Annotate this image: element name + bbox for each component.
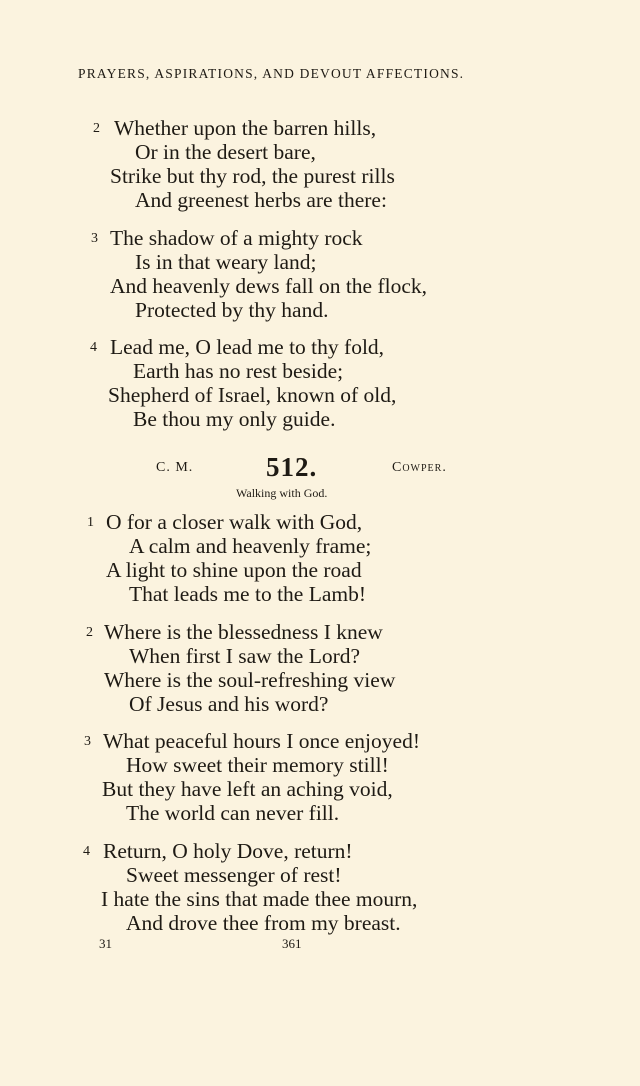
verse-line: Return, O holy Dove, return! [103, 839, 353, 863]
hymn-subtitle: Walking with God. [236, 486, 328, 500]
verse-line: But they have left an aching void, [102, 777, 393, 801]
verse-line: Be thou my only guide. [133, 407, 336, 431]
verse-number: 2 [86, 625, 93, 640]
verse-line: And heavenly dews fall on the flock, [110, 274, 428, 298]
hymn-meter: C. M. [156, 460, 194, 475]
hymn-author: Cowper. [392, 460, 447, 475]
signature-mark: 31 [99, 936, 112, 951]
verse-line: Earth has no rest beside; [133, 359, 344, 383]
verse-line: Is in that weary land; [135, 250, 317, 274]
page-number: 361 [282, 936, 302, 951]
verse-line: Shepherd of Israel, known of old, [108, 383, 397, 407]
verse-line: How sweet their memory still! [126, 753, 389, 777]
verse-number: 3 [91, 231, 98, 246]
verse-line: When first I saw the Lord? [129, 644, 361, 668]
verse-line: O for a closer walk with God, [106, 510, 363, 534]
verse-number: 1 [87, 515, 94, 530]
verse-line: The world can never fill. [126, 801, 340, 825]
verse-line: Of Jesus and his word? [129, 692, 329, 716]
verse-line: And greenest herbs are there: [135, 188, 387, 212]
verse-line: That leads me to the Lamb! [129, 582, 367, 606]
verse-line: I hate the sins that made thee mourn, [101, 887, 418, 911]
verse-line: Or in the desert bare, [135, 140, 316, 164]
verse-line: Strike but thy rod, the purest rills [110, 164, 395, 188]
verse-line: The shadow of a mighty rock [110, 226, 363, 250]
verse-number: 4 [90, 340, 97, 355]
verse-line: What peaceful hours I once enjoyed! [103, 729, 420, 753]
verse-line: Whether upon the barren hills, [114, 116, 377, 140]
verse-line: Lead me, O lead me to thy fold, [110, 335, 385, 359]
verse-line: Protected by thy hand. [135, 298, 329, 322]
verse-number: 2 [93, 121, 100, 136]
verse-line: And drove thee from my breast. [126, 911, 401, 935]
verse-number: 4 [83, 844, 90, 859]
verse-number: 3 [84, 734, 91, 749]
verse-line: Where is the soul-refreshing view [104, 668, 396, 692]
running-head: PRAYERS, ASPIRATIONS, AND DEVOUT AFFECTIONS. [78, 66, 465, 81]
verse-line: A calm and heavenly frame; [129, 534, 372, 558]
verse-line: Where is the blessedness I knew [104, 620, 383, 644]
hymn-number: 512. [266, 452, 318, 482]
verse-line: A light to shine upon the road [106, 558, 362, 582]
verse-line: Sweet messenger of rest! [126, 863, 342, 887]
